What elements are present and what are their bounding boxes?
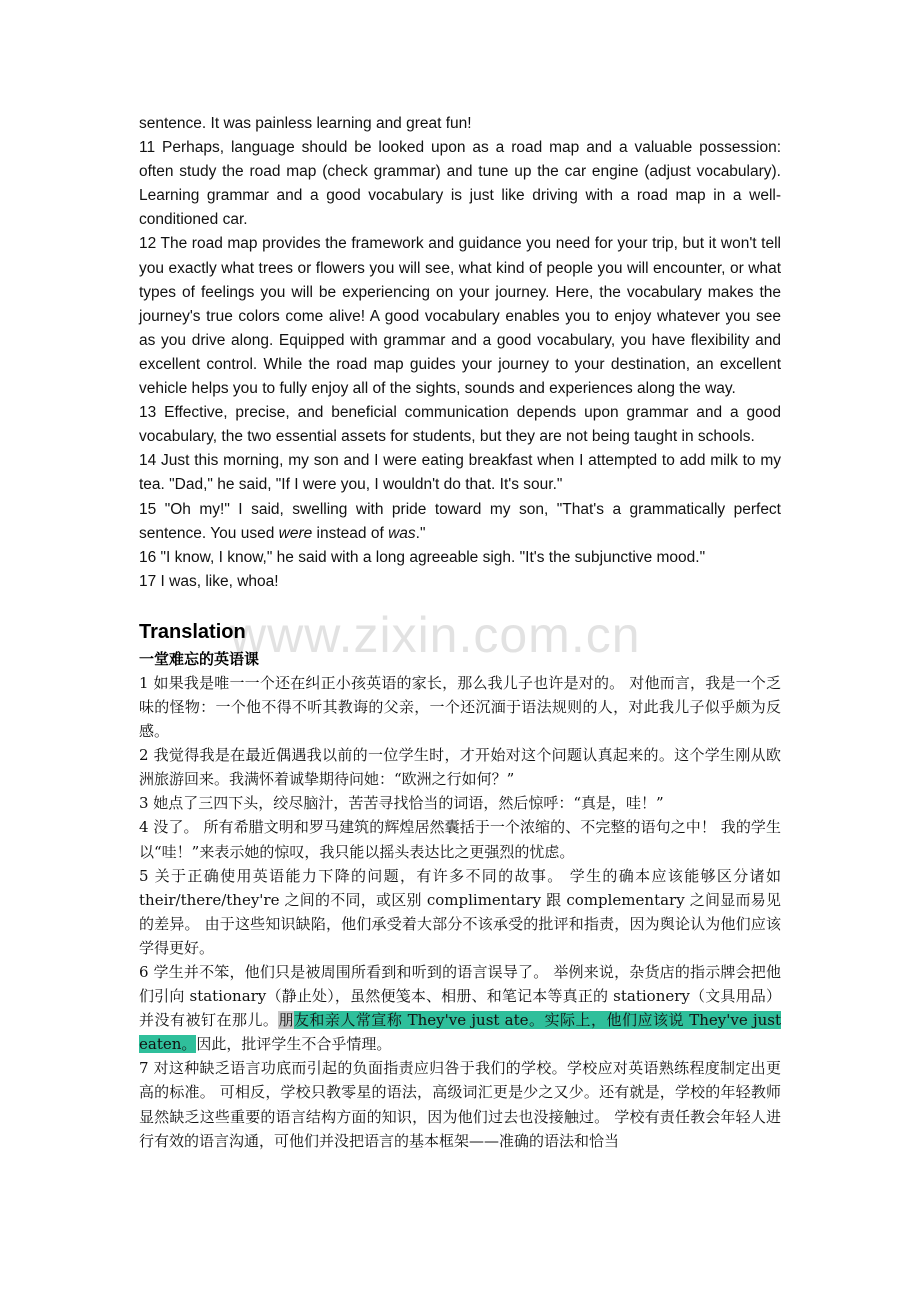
translation-heading: Translation — [139, 620, 246, 643]
watermark: www.zixin.com.cn — [230, 607, 641, 663]
paragraph-12: 12 The road map provides the framework and guidance you need for your trip, but it won't tell you exactly what trees or flowers you will see, what kind of people you will encounter, or what types of feelings you will be experiencing on your journey. Here, the vocabulary makes the journey's true colors come alive! A good vocabulary enables you to enjoy whatever you see as you drive along. Equipped with grammar and a good vocabulary, you have flexibility and excellent control. While the road map guides your journey to your destination, an excellent vehicle helps you to fully enjoy all of the sights, sounds and experiences along the way. — [139, 235, 781, 398]
paragraph-10-tail: sentence. It was painless learning and great fun! — [139, 115, 472, 132]
translation-paragraph-7: 7 对这种缺乏语言功底而引起的负面指责应归咎于我们的学校。学校应对英语熟练程度制定出更高的标准。 可相反，学校只教零星的语法，高级词汇更是少之又少。还有就是，学校的年轻教师显然缺乏这些重要的语言结构方面的知识，因为他们过去也没接触过。 学校有责任教会年轻人进行有效的语言沟通，可他们并没把语言的基本框架——准确的语法和恰当 — [139, 1059, 781, 1150]
word-were: were — [278, 524, 313, 542]
text-selection-start: 朋 — [278, 1011, 294, 1030]
paragraph-15-part-b: instead of — [312, 524, 389, 542]
translation-6-part-b: 因此，批评学生不合乎情理。 — [196, 1035, 392, 1054]
translation-paragraph-3: 3 她点了三四下头，绞尽脑汁，苦苦寻找恰当的词语，然后惊呼：“真是，哇！” — [139, 794, 664, 813]
translation-paragraph-1: 1 如果我是唯一一个还在纠正小孩英语的家长，那么我儿子也许是对的。 对他而言，我是一个乏味的怪物：一个他不得不听其教诲的父亲，一个还沉湎于语法规则的人，对此我儿子似乎颇为反感。 — [139, 673, 781, 741]
translation-paragraph-2: 2 我觉得我是在最近偶遇我以前的一位学生时，才开始对这个问题认真起来的。这个学生刚从欧洲旅游回来。我满怀着诚挚期待问她：“欧洲之行如何？” — [139, 746, 781, 789]
document-page — [139, 112, 781, 1153]
translation-paragraph-4: 4 没了。 所有希腊文明和罗马建筑的辉煌居然囊括于一个浓缩的、不完整的语句之中！ 我的学生以“哇！”来表示她的惊叹，我只能以摇头表达比之更强烈的忧虑。 — [139, 818, 781, 861]
translation-paragraph-5: 5 关于正确使用英语能力下降的问题，有许多不同的故事。 学生的确本应该能够区分诸如 their/there/they're 之间的不同，或区别 complimentary 跟 complementary 之间显而易见的差异。 由于这些知识缺陷，他们承受着大部分不该承受的批评和指责，因为舆论认为他们应该学得更好。 — [139, 866, 781, 957]
word-was: was — [388, 524, 416, 542]
highlighted-text: 友和亲人常宣称 They've just ate。实际上，他们应该说 They've just eaten。 — [139, 1011, 781, 1054]
translation-paragraph-6 — [139, 960, 781, 1056]
paragraph-16: 16 "I know, I know," he said with a long agreeable sigh. "It's the subjunctive mood." — [139, 548, 706, 566]
paragraph-15 — [139, 498, 781, 546]
paragraph-15-part-a: 15 "Oh my!" I said, swelling with pride toward my son, "That's a grammatically perfect sentence. You used — [139, 500, 781, 542]
translation-6-part-a: 6 学生并不笨，他们只是被周围所看到和听到的语言误导了。 举例来说，杂货店的指示牌会把他们引向 stationary（静止处），虽然便笺本、相册、和笔记本等真正的 stationery（文具用品）并没有被钉在那儿。 — [139, 963, 781, 1030]
translation-subtitle: 一堂难忘的英语课 — [139, 649, 260, 668]
paragraph-11: 11 Perhaps, language should be looked upon as a road map and a valuable possession: often study the road map (check grammar) and tune up the car engine (adjust vocabulary). Learning grammar and a good vocabulary is just like driving with a road map in a well-conditioned car. — [139, 139, 781, 229]
paragraph-14: 14 Just this morning, my son and I were eating breakfast when I attempted to add milk to my tea. "Dad," he said, "If I were you, I wouldn't do that. It's sour." — [139, 452, 781, 494]
paragraph-17: 17 I was, like, whoa! — [139, 572, 279, 590]
paragraph-15-part-c: ." — [415, 524, 426, 542]
paragraph-13: 13 Effective, precise, and beneficial communication depends upon grammar and a good vocabulary, the two essential assets for students, but they are not being taught in schools. — [139, 404, 781, 446]
